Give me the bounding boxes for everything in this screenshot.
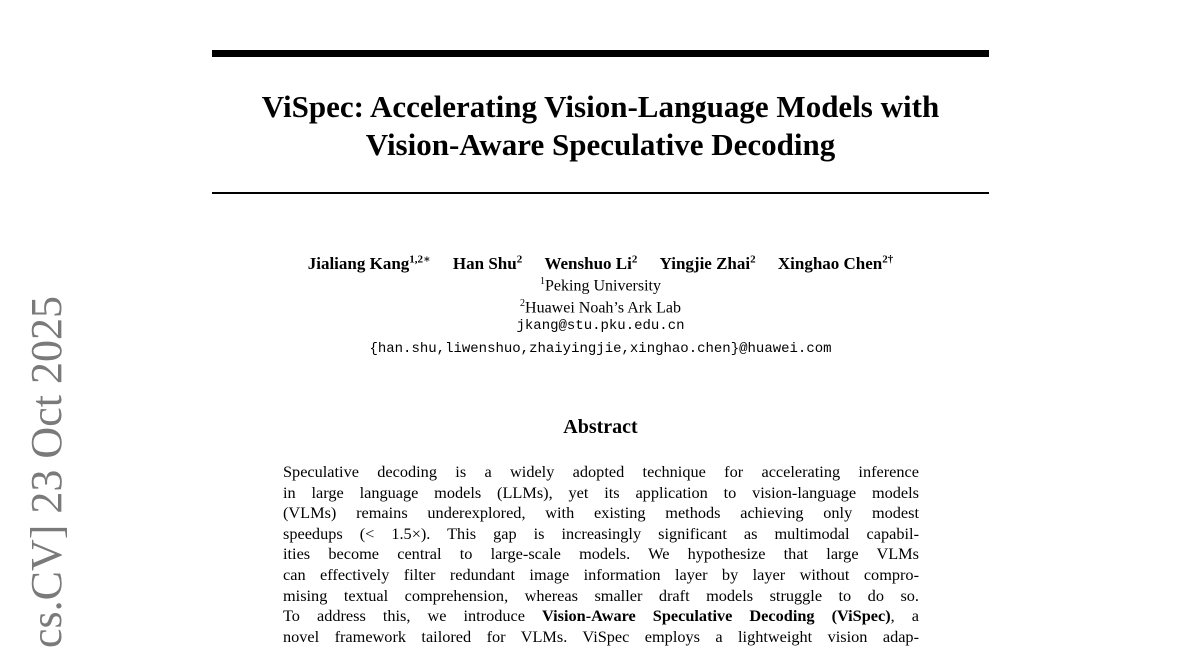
title-bottom-rule [212, 192, 989, 194]
author [308, 254, 431, 273]
abstract-line: can effectively filter redundant image information layer by layer without compro- [283, 564, 919, 584]
author-name: Han Shu [452, 253, 517, 273]
affiliation-mark: 1 [540, 276, 545, 287]
arxiv-identifier: cs.CV] 23 Oct 2025 [22, 296, 71, 648]
method-name-emphasis: Vision-Aware Speculative Decoding (ViSpec) [542, 606, 891, 626]
author-affiliation-mark: 2 [516, 253, 523, 265]
author-name: Wenshuo Li [544, 253, 632, 273]
author-name: Xinghao Chen [777, 253, 883, 273]
affiliation-name: Huawei Noah’s Ark Lab [525, 299, 681, 317]
author-affiliation-mark: 2 [750, 253, 756, 265]
abstract-heading: Abstract [563, 416, 638, 438]
author [544, 254, 637, 273]
author [660, 254, 756, 273]
abstract-line: speedups (< 1.5×). This gap is increasingly significant as multimodal capabil- [283, 523, 919, 543]
abstract-line: (VLMs) remains underexplored, with existing methods achieving only modest [283, 503, 919, 523]
author [453, 254, 522, 273]
affiliation-name: Peking University [545, 277, 661, 295]
author-affiliation-mark: 2† [882, 253, 894, 265]
author [778, 254, 893, 273]
affiliation-mark: 2 [520, 298, 526, 309]
author-name: Jialiang Kang [307, 253, 410, 273]
author-affiliation-mark: 1,2∗ [409, 253, 431, 265]
title-line-1: ViSpec: Accelerating Vision-Language Models with [261, 89, 940, 124]
abstract-body [283, 462, 919, 647]
paper-title [212, 88, 989, 164]
title-top-rule [212, 50, 989, 57]
email-primary: jkang@stu.pku.edu.cn [516, 318, 685, 334]
abstract-line [283, 606, 919, 627]
abstract-line: in large language models (LLMs), yet its application to vision-language models [283, 482, 919, 502]
author-name: Yingjie Zhai [659, 253, 751, 273]
abstract-line: novel framework tailored for VLMs. ViSpec employs a lightweight vision adap- [283, 626, 919, 646]
author-affiliation-mark: 2 [631, 253, 638, 265]
abstract-line-text: , a [890, 606, 919, 626]
email-group: {han.shu,liwenshuo,zhaiyingjie,xinghao.chen}@huawei.com [369, 341, 832, 357]
title-line-2: Vision-Aware Speculative Decoding [365, 127, 836, 162]
abstract-line: Speculative decoding is a widely adopted technique for accelerating inference [283, 462, 919, 481]
abstract-line: ities become central to large-scale models. We hypothesize that large VLMs [283, 544, 919, 564]
abstract-line-text: To address this, we introduce [283, 606, 542, 626]
abstract-line: mising textual comprehension, whereas smaller draft models struggle to do so. [283, 585, 919, 605]
